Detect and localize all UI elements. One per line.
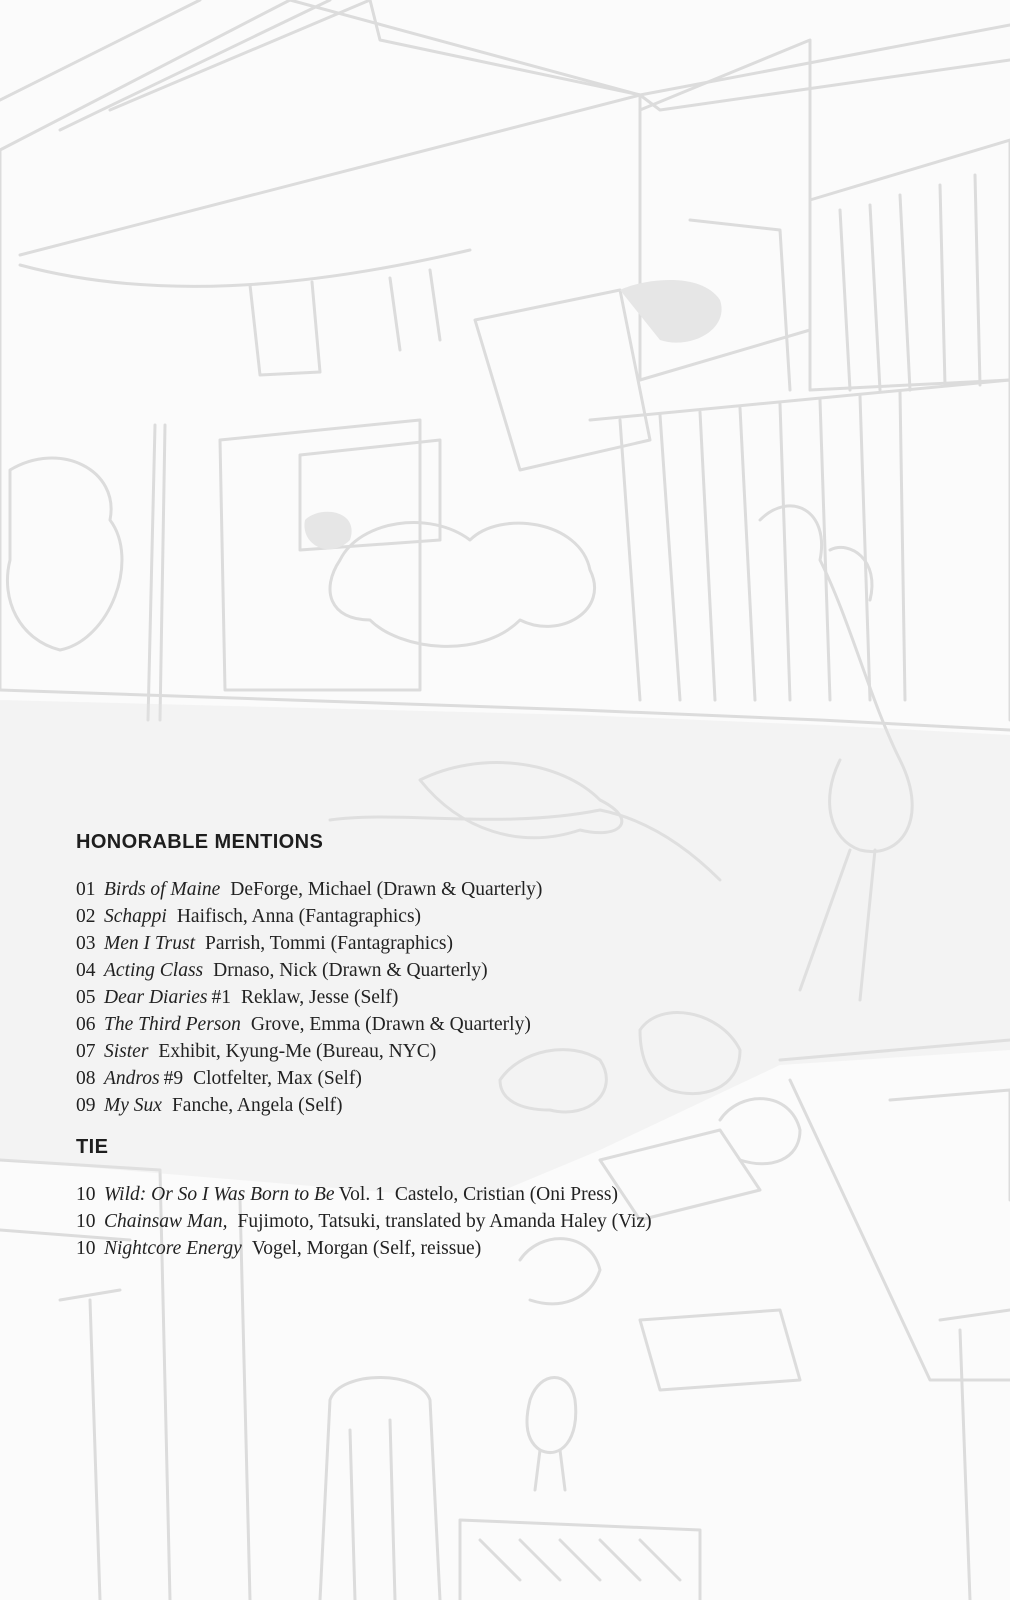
entry-credit: Exhibit, Kyung-Me (Bureau, NYC) [158,1041,437,1062]
list-item [76,1011,956,1038]
list-item [76,930,956,957]
entry-credit: Grove, Emma (Drawn & Quarterly) [250,1014,531,1035]
entry-credit: Vogel, Morgan (Self, reissue) [251,1238,482,1259]
list-item [76,876,956,903]
entry-credit: Haifisch, Anna (Fantagraphics) [176,906,422,927]
list-item [76,1208,956,1235]
entry-title: Wild: Or So I Was Born to Be [104,1184,335,1205]
list-item [76,984,956,1011]
entry-issue: #1 [211,987,231,1008]
entry-number: 04 [76,960,96,981]
entry-issue: #9 [163,1068,184,1089]
tie-list [76,1181,956,1262]
entry-number: 06 [76,1014,96,1035]
entry-number: 05 [76,987,96,1008]
entry-number: 01 [76,879,96,900]
text-content [76,830,956,1262]
entry-number: 03 [76,933,96,954]
entry-title: Birds of Maine [104,879,221,900]
entry-credit: Clotfelter, Max (Self) [193,1068,362,1089]
entry-credit: Reklaw, Jesse (Self) [240,987,399,1008]
entry-title: Acting Class [104,960,204,981]
entry-title: Sister [104,1041,149,1062]
list-item [76,1235,956,1262]
entry-number: 10 [76,1238,96,1259]
entry-credit: Castelo, Cristian (Oni Press) [394,1184,618,1205]
entry-credit: Drnaso, Nick (Drawn & Quarterly) [213,960,488,981]
entry-credit: Fanche, Angela (Self) [171,1095,343,1116]
entry-number: 10 [76,1184,96,1205]
entry-title: Chainsaw Man, [104,1211,228,1232]
entry-title: Dear Diaries [104,987,208,1008]
honorable-mentions-list [76,876,956,1119]
entry-number: 07 [76,1041,96,1062]
list-item [76,1092,956,1119]
entry-volume: Vol. 1 [338,1184,385,1205]
entry-number: 08 [76,1068,96,1089]
entry-number: 09 [76,1095,96,1116]
section-heading-honorable-mentions: HONORABLE MENTIONS [76,831,324,853]
entry-title: Andros [104,1068,160,1089]
entry-title: Schappi [104,906,167,927]
section-heading-tie: TIE [76,1136,109,1158]
list-item [76,1181,956,1208]
list-item [76,1038,956,1065]
entry-title: The Third Person [104,1014,241,1035]
entry-credit: Parrish, Tommi (Fantagraphics) [205,933,453,954]
list-item [76,957,956,984]
entry-credit: Fujimoto, Tatsuki, translated by Amanda Haley (Viz) [237,1211,652,1232]
list-item [76,1065,956,1092]
list-item [76,903,956,930]
entry-credit: DeForge, Michael (Drawn & Quarterly) [230,879,543,900]
entry-title: Men I Trust [104,933,196,954]
entry-title: Nightcore Energy [104,1238,242,1259]
entry-title: My Sux [104,1095,162,1116]
entry-number: 10 [76,1211,96,1232]
entry-number: 02 [76,906,96,927]
